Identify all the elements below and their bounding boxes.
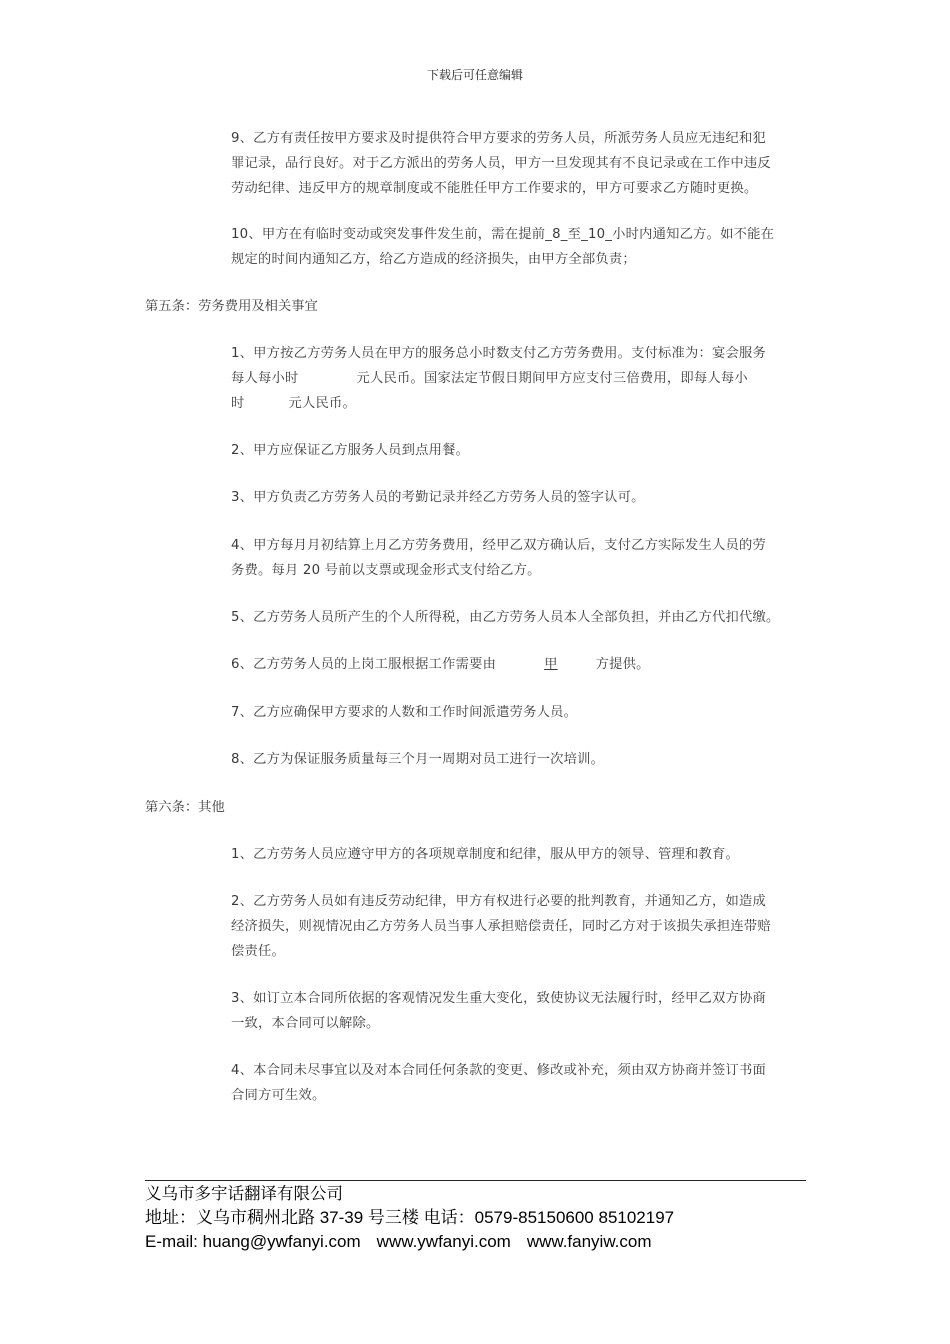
article-6-title: 第六条：其他 xyxy=(145,800,225,815)
a6-item3-line: 一致，本合同可以解除。 xyxy=(231,1016,380,1031)
a5-item1-rmb: 元人民币。 xyxy=(288,396,356,411)
article-6-item-2 xyxy=(231,889,809,964)
a5-item6-party: 甲 xyxy=(544,657,558,672)
clause-9-line: 劳动纪律、违反甲方的规章制度或不能胜任甲方工作要求的，甲方可要求乙方随时更换。 xyxy=(231,181,758,196)
a6-item4-line: 合同方可生效。 xyxy=(231,1088,326,1103)
article-5-item-3: 3、甲方负责乙方劳务人员的考勤记录并经乙方劳务人员的签字认可。 xyxy=(231,490,645,505)
footer-email: E-mail: huang@ywfanyi.com xyxy=(145,1232,361,1251)
a5-item6-suffix: 方提供。 xyxy=(595,657,650,672)
a6-item3-line: 3、如订立本合同所依据的客观情况发生重大变化，致使协议无法履行时，经甲乙双方协商 xyxy=(231,991,767,1006)
clause-9 xyxy=(231,126,809,201)
a6-item2-line: 经济损失，则视情况由乙方劳务人员当事人承担赔偿责任，同时乙方对于该损失承担连带赔 xyxy=(231,919,771,934)
article-5-item-2: 2、甲方应保证乙方服务人员到点用餐。 xyxy=(231,443,470,458)
a5-item1-hour: 时 xyxy=(231,396,245,411)
article-6-item-3 xyxy=(231,986,809,1036)
a6-item4-line: 4、本合同未尽事宜以及对本合同任何条款的变更、修改或补充，须由双方协商并签订书面 xyxy=(231,1063,767,1078)
a5-item1-line: 1、甲方按乙方劳务人员在甲方的服务总小时数支付乙方劳务费用。支付标准为：宴会服务 xyxy=(231,346,767,361)
footer xyxy=(145,1182,674,1254)
a6-item2-line: 偿责任。 xyxy=(231,944,285,959)
article-5-item-4 xyxy=(231,533,809,583)
footer-address: 地址：义乌市稠州北路 37-39 号三楼 电话：0579-85150600 85102197 xyxy=(145,1208,675,1227)
clause-9-line: 罪记录，品行良好。对于乙方派出的劳务人员，甲方一旦发现其有不良记录或在工作中违反 xyxy=(231,156,771,171)
article-6-item-4 xyxy=(231,1058,809,1108)
article-5-item-1 xyxy=(231,341,809,416)
article-6-item-1: 1、乙方劳务人员应遵守甲方的各项规章制度和纪律，服从甲方的领导、管理和教育。 xyxy=(231,847,740,862)
footer-company: 义乌市多宇话翻译有限公司 xyxy=(145,1184,343,1203)
clause-10-line: 10、甲方在有临时变动或突发事件发生前，需在提前_8_至_10_小时内通知乙方。如不能在 xyxy=(231,227,775,242)
header-note: 下载后可任意编辑 xyxy=(426,68,523,82)
a6-item2-line: 2、乙方劳务人员如有违反劳动纪律，甲方有权进行必要的批判教育，并通知乙方，如造成 xyxy=(231,894,767,909)
a5-item1-per-hour: 每人每小时 xyxy=(231,371,299,386)
a5-item1-line xyxy=(231,366,809,391)
a5-item1-line xyxy=(231,391,809,416)
article-5-item-5: 5、乙方劳务人员所产生的个人所得税，由乙方劳务人员本人全部负担，并由乙方代扣代缴。 xyxy=(231,610,780,625)
clause-10-line: 规定的时间内通知乙方，给乙方造成的经济损失，由甲方全部负责； xyxy=(231,252,636,267)
clause-9-line: 9、乙方有责任按甲方要求及时提供符合甲方要求的劳务人员，所派劳务人员应无违纪和犯 xyxy=(231,131,767,146)
article-5-item-8: 8、乙方为保证服务质量每三个月一周期对员工进行一次培训。 xyxy=(231,752,605,767)
footer-website-1: www.ywfanyi.com xyxy=(376,1232,511,1251)
footer-website-2: www.fanyiw.com xyxy=(526,1232,652,1251)
article-5-item-6 xyxy=(231,652,809,677)
a5-item1-rmb-text: 元人民币。国家法定节假日期间甲方应支付三倍费用，即每人每小 xyxy=(356,371,748,386)
article-5-title: 第五条：劳务费用及相关事宜 xyxy=(145,299,318,314)
a5-item4-line: 务费。每月 20 号前以支票或现金形式支付给乙方。 xyxy=(231,563,541,578)
footer-divider xyxy=(145,1180,806,1181)
clause-10 xyxy=(231,222,809,272)
a5-item6-prefix: 6、乙方劳务人员的上岗工服根据工作需要由 xyxy=(231,657,497,672)
article-5-item-7: 7、乙方应确保甲方要求的人数和工作时间派遣劳务人员。 xyxy=(231,705,578,720)
a5-item4-line: 4、甲方每月月初结算上月乙方劳务费用，经甲乙双方确认后，支付乙方实际发生人员的劳 xyxy=(231,538,767,553)
